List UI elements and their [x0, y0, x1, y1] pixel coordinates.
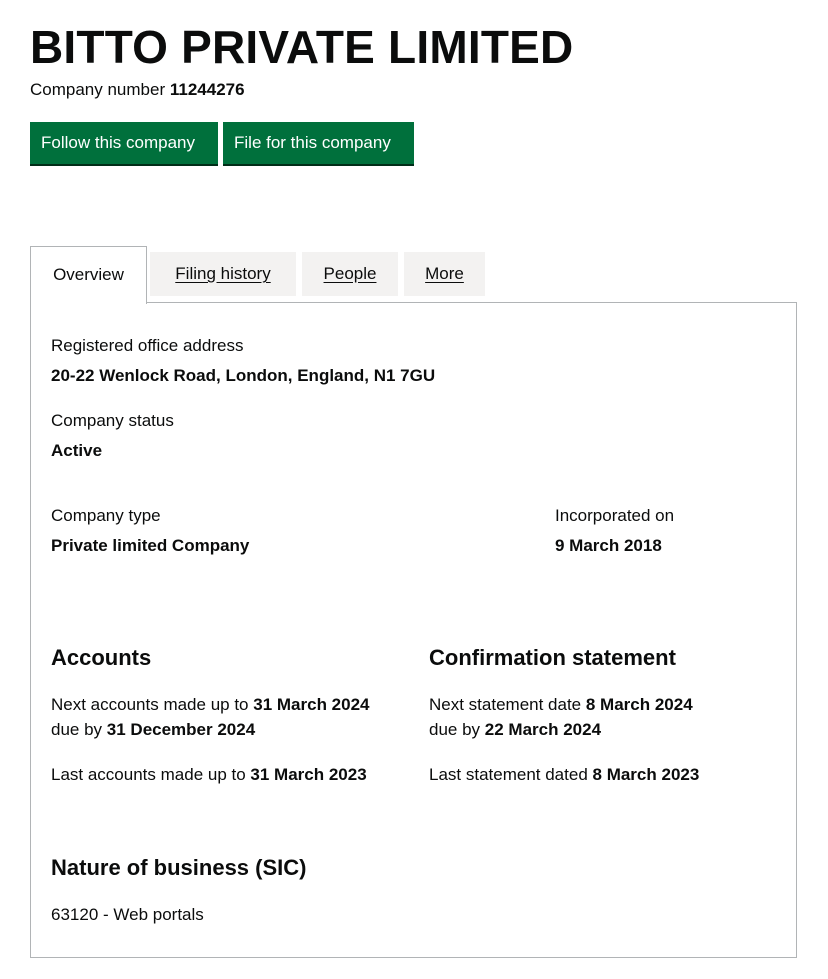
next-statement [429, 694, 693, 716]
company-number-label: Company number [30, 80, 166, 99]
registered-office-label: Registered office address [51, 336, 244, 355]
statement-due [429, 719, 601, 741]
company-type-value: Private limited Company [51, 536, 250, 555]
confirmation-heading: Confirmation statement [429, 645, 676, 670]
next-accounts-value: 31 March 2024 [253, 695, 370, 714]
tab-filing-history[interactable]: Filing history [150, 252, 296, 296]
company-status-value: Active [51, 441, 103, 460]
statement-due-value: 22 March 2024 [484, 720, 602, 739]
next-accounts [51, 694, 370, 716]
file-for-company-button[interactable]: File for this company [223, 122, 414, 164]
follow-company-button[interactable]: Follow this company [30, 122, 218, 164]
next-statement-label: Next statement date [429, 695, 582, 714]
tab-people[interactable]: People [302, 252, 398, 296]
incorporated-value: 9 March 2018 [555, 536, 662, 555]
accounts-due [51, 719, 255, 741]
last-statement [429, 764, 699, 786]
nature-of-business-heading: Nature of business (SIC) [51, 855, 307, 880]
last-accounts-label: Last accounts made up to [51, 765, 246, 784]
accounts-due-label: due by [51, 720, 103, 739]
company-status-label: Company status [51, 411, 174, 430]
last-accounts-value: 31 March 2023 [250, 765, 367, 784]
incorporated-label: Incorporated on [555, 506, 675, 525]
registered-office-value: 20-22 Wenlock Road, London, England, N1 7GU [51, 366, 436, 385]
last-statement-label: Last statement dated [429, 765, 588, 784]
tab-overview[interactable]: Overview [30, 246, 147, 304]
last-accounts [51, 764, 367, 786]
statement-due-label: due by [429, 720, 481, 739]
company-number-value: 11244276 [169, 80, 245, 99]
overview-panel [30, 302, 797, 958]
page-title: BITTO PRIVATE LIMITED [30, 21, 574, 73]
next-accounts-label: Next accounts made up to [51, 695, 249, 714]
next-statement-value: 8 March 2024 [585, 695, 693, 714]
last-statement-value: 8 March 2023 [592, 765, 700, 784]
company-type-label: Company type [51, 506, 161, 525]
accounts-heading: Accounts [51, 645, 152, 670]
accounts-due-value: 31 December 2024 [106, 720, 256, 739]
sic-code: 63120 - Web portals [51, 905, 204, 924]
company-number [30, 80, 245, 100]
tab-more[interactable]: More [404, 252, 485, 296]
